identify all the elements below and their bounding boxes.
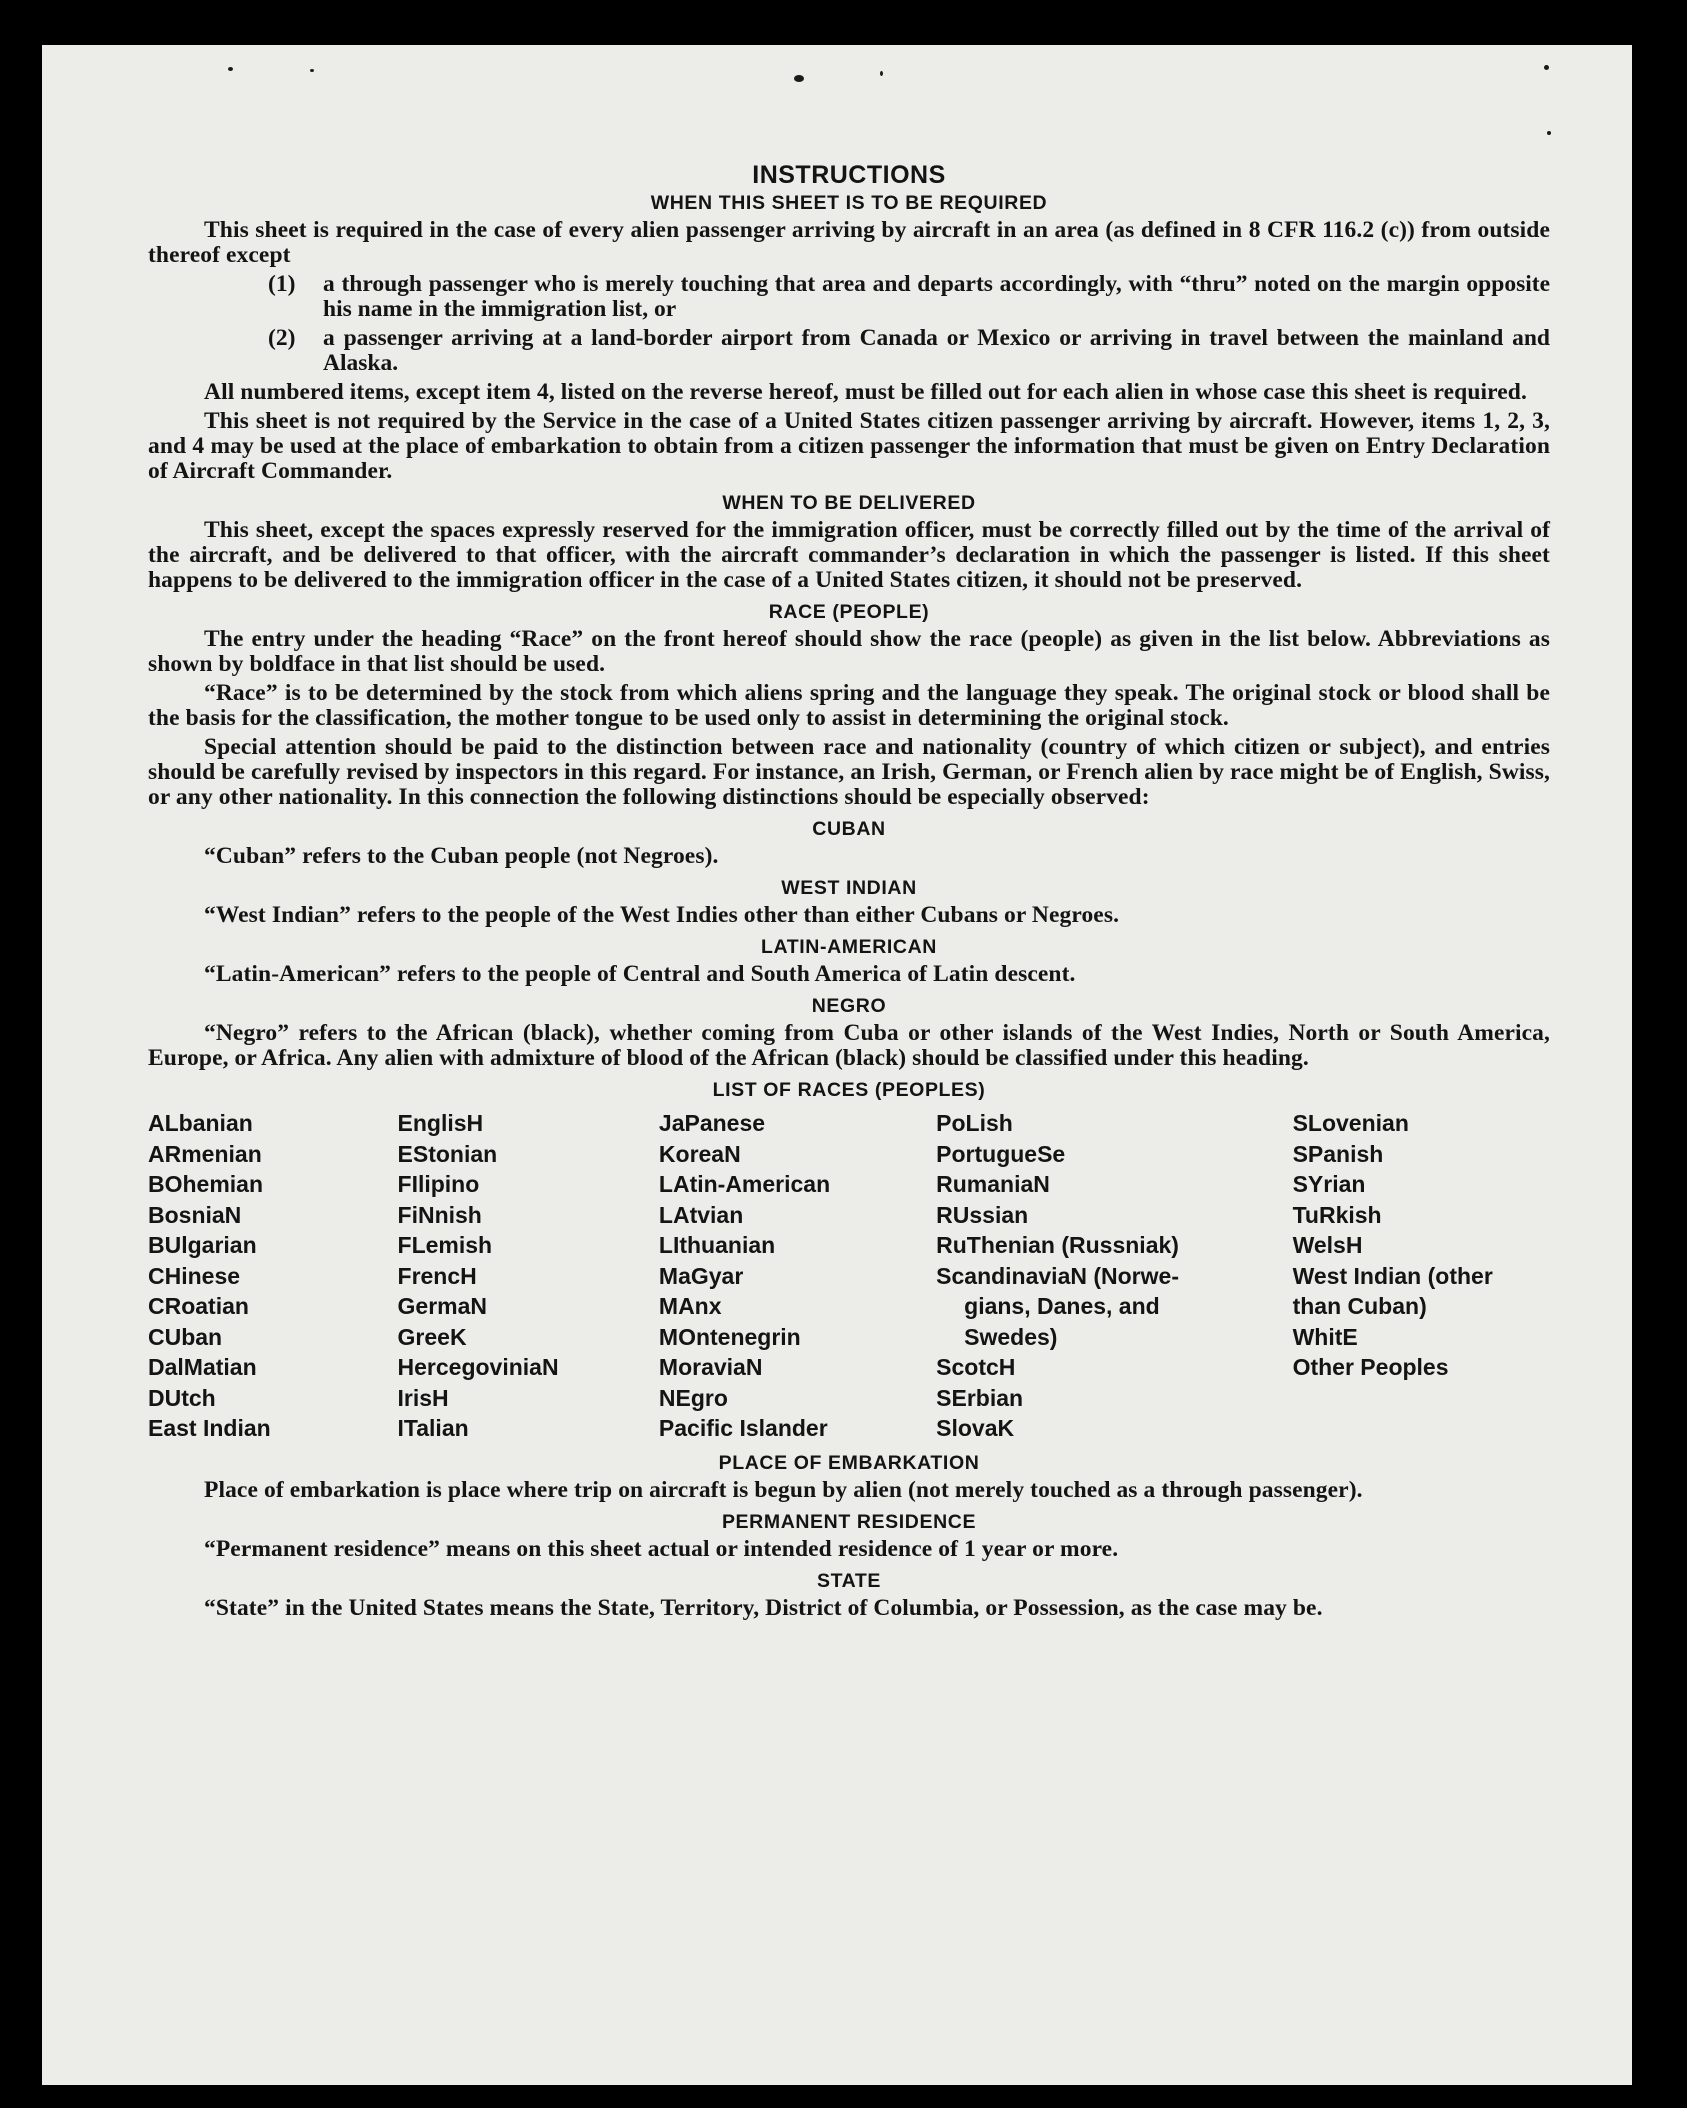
race-entry: FrencH bbox=[397, 1262, 477, 1289]
race-entry: EStonian bbox=[397, 1140, 498, 1167]
race-entry: Pacific Islander bbox=[658, 1415, 828, 1441]
race-entry: SlovaK bbox=[936, 1415, 1015, 1441]
races-column-3 bbox=[659, 1108, 936, 1444]
race-entry: RUssian bbox=[936, 1201, 1029, 1228]
race-entry: BOhemian bbox=[148, 1171, 264, 1197]
race-entry: EnglisH bbox=[397, 1110, 484, 1136]
race-entry: LAtin-American bbox=[658, 1171, 831, 1197]
race-entry-continuation: Swedes) bbox=[964, 1323, 1058, 1350]
paragraph-citizen-passenger: This sheet is not required by the Service in the case of a United States citizen passenger arriving by aircraft. However, items 1, 2, 3, and 4 may be used at the place of embarkation to obtain from a citizen passenger the information that must be given on Entry Declaration of Aircraft Commander. bbox=[148, 408, 1550, 484]
race-entry: MAnx bbox=[658, 1293, 722, 1319]
race-entry: FIlipino bbox=[397, 1171, 480, 1197]
race-entry: LAtvian bbox=[658, 1201, 744, 1228]
item-text: a passenger arriving at a land-border airport from Canada or Mexico or arriving in travel between the mainland and Alaska. bbox=[323, 325, 1550, 376]
heading-when-required: WHEN THIS SHEET IS TO BE REQUIRED bbox=[650, 192, 1048, 214]
race-entry: SErbian bbox=[936, 1384, 1024, 1411]
paragraph-west-indian: “West Indian” refers to the people of the West Indies other than either Cubans or Negroes. bbox=[204, 902, 1120, 928]
heading-list-of-races: LIST OF RACES (PEOPLES) bbox=[712, 1079, 986, 1101]
race-entry: ScandinaviaN (Norwe- bbox=[936, 1262, 1179, 1289]
races-list bbox=[148, 1108, 1550, 1444]
paragraph-required-intro: This sheet is required in the case of every alien passenger arriving by aircraft in an area (as defined in 8 CFR 116.2 (c)) from outside thereof except bbox=[148, 217, 1550, 268]
race-entry: Other Peoples bbox=[1292, 1354, 1449, 1380]
race-entry: IrisH bbox=[397, 1384, 449, 1411]
paragraph-race-nationality: Special attention should be paid to the distinction between race and nationality (country of which citizen or subject), and entries should be carefully revised by inspectors in this regard. For instance, an Irish, German, or French alien by race might be of English, Swiss, or any other nationality. In this connection the following distinctions should be especially observed: bbox=[148, 734, 1550, 810]
race-entry: BosniaN bbox=[148, 1201, 242, 1228]
race-entry: SPanish bbox=[1292, 1140, 1384, 1167]
document-page bbox=[42, 45, 1632, 2085]
race-entry: ScotcH bbox=[936, 1354, 1016, 1380]
exception-item-2 bbox=[148, 326, 1550, 376]
race-entry: GreeK bbox=[397, 1323, 467, 1350]
race-entry: MOntenegrin bbox=[658, 1323, 801, 1350]
heading-place-of-embarkation: PLACE OF EMBARKATION bbox=[718, 1451, 980, 1474]
race-entry: RuThenian (Russniak) bbox=[936, 1232, 1179, 1258]
race-entry-continuation: than Cuban) bbox=[1292, 1293, 1427, 1319]
paragraph-numbered-items: All numbered items, except item 4, listed on the reverse hereof, must be filled out for each alien in whose case this sheet is required. bbox=[204, 379, 1527, 405]
paragraph-race-definition: “Race” is to be determined by the stock from which aliens spring and the language they speak. The original stock or blood shall be the basis for the classification, the mother tongue to be used only to assist in determining the original stock. bbox=[148, 680, 1550, 731]
race-entry: FLemish bbox=[397, 1232, 493, 1258]
race-entry: ITalian bbox=[397, 1415, 469, 1441]
race-entry: LIthuanian bbox=[658, 1232, 776, 1258]
item-number: (2) bbox=[268, 325, 296, 351]
race-entry: JaPanese bbox=[658, 1110, 766, 1136]
heading-west-indian: WEST INDIAN bbox=[781, 877, 917, 899]
race-entry: FiNnish bbox=[397, 1201, 482, 1228]
race-entry: PortugueSe bbox=[936, 1140, 1066, 1167]
paragraph-latin-american: “Latin-American” refers to the people of Central and South America of Latin descent. bbox=[204, 961, 1076, 987]
race-entry: CHinese bbox=[148, 1262, 241, 1289]
race-entry: MaGyar bbox=[658, 1262, 744, 1289]
race-entry: TuRkish bbox=[1292, 1201, 1382, 1228]
document-title: INSTRUCTIONS bbox=[752, 161, 946, 189]
race-entry: DUtch bbox=[148, 1384, 216, 1411]
race-entry: GermaN bbox=[397, 1293, 487, 1319]
paragraph-race-entry: The entry under the heading “Race” on the front hereof should show the race (people) as given in the list below. Abbreviations as shown by boldface in that list should be used. bbox=[148, 626, 1550, 677]
heading-state: STATE bbox=[816, 1569, 882, 1592]
exception-item-1 bbox=[148, 272, 1550, 322]
race-entry: MoraviaN bbox=[658, 1354, 763, 1380]
race-entry: WhitE bbox=[1292, 1323, 1358, 1350]
race-entry: ALbanian bbox=[148, 1110, 253, 1136]
race-entry: ARmenian bbox=[148, 1140, 262, 1167]
paragraph-delivery: This sheet, except the spaces expressly reserved for the immigration officer, must be correctly filled out by the time of the arrival of the aircraft, and be delivered to that officer, with the aircraft commander’s declaration in which the passenger is listed. If this sheet happens to be delivered to the immigration officer in the case of a United States citizen, it should not be preserved. bbox=[148, 517, 1550, 593]
paragraph-embarkation: Place of embarkation is place where trip on aircraft is begun by alien (not merely touched as a through passenger). bbox=[204, 1476, 1363, 1503]
races-column-2 bbox=[398, 1108, 659, 1444]
heading-latin-american: LATIN-AMERICAN bbox=[761, 936, 937, 958]
race-entry: KoreaN bbox=[658, 1140, 741, 1167]
heading-negro: NEGRO bbox=[811, 995, 887, 1017]
heading-cuban: CUBAN bbox=[812, 818, 886, 840]
races-column-4 bbox=[936, 1108, 1292, 1444]
races-column-1 bbox=[148, 1108, 398, 1444]
races-column-5 bbox=[1293, 1108, 1550, 1444]
item-text: a through passenger who is merely touching that area and departs accordingly, with “thru” noted on the margin opposite his name in the immigration list, or bbox=[323, 271, 1550, 322]
race-entry: PoLish bbox=[936, 1110, 1013, 1136]
race-entry: HercegoviniaN bbox=[397, 1354, 559, 1380]
item-number: (1) bbox=[268, 271, 296, 297]
race-entry-continuation: gians, Danes, and bbox=[964, 1293, 1160, 1319]
race-entry: CRoatian bbox=[148, 1293, 249, 1319]
paragraph-cuban: “Cuban” refers to the Cuban people (not Negroes). bbox=[204, 843, 719, 869]
race-entry: East Indian bbox=[148, 1415, 271, 1441]
paragraph-permanent-residence: “Permanent residence” means on this sheet actual or intended residence of 1 year or more. bbox=[204, 1535, 1119, 1562]
race-entry: DalMatian bbox=[148, 1354, 257, 1380]
race-entry: SYrian bbox=[1292, 1171, 1366, 1197]
heading-permanent-residence: PERMANENT RESIDENCE bbox=[721, 1510, 977, 1533]
race-entry: NEgro bbox=[658, 1384, 728, 1411]
paragraph-state: “State” in the United States means the State, Territory, District of Columbia, or Possession, as the case may be. bbox=[204, 1594, 1323, 1621]
race-entry: RumaniaN bbox=[936, 1171, 1050, 1197]
race-entry: WelsH bbox=[1292, 1232, 1363, 1258]
race-entry: West Indian (other bbox=[1292, 1262, 1493, 1289]
paragraph-negro: “Negro” refers to the African (black), whether coming from Cuba or other islands of the West Indies, North or South America, Europe, or Africa. Any alien with admixture of blood of the African (black) should be classified under this heading. bbox=[148, 1020, 1550, 1071]
race-entry: CUban bbox=[148, 1323, 223, 1350]
heading-when-delivered: WHEN TO BE DELIVERED bbox=[722, 492, 976, 514]
race-entry: BUlgarian bbox=[148, 1232, 257, 1258]
heading-race: RACE (PEOPLE) bbox=[768, 601, 930, 623]
race-entry: SLovenian bbox=[1292, 1110, 1409, 1136]
